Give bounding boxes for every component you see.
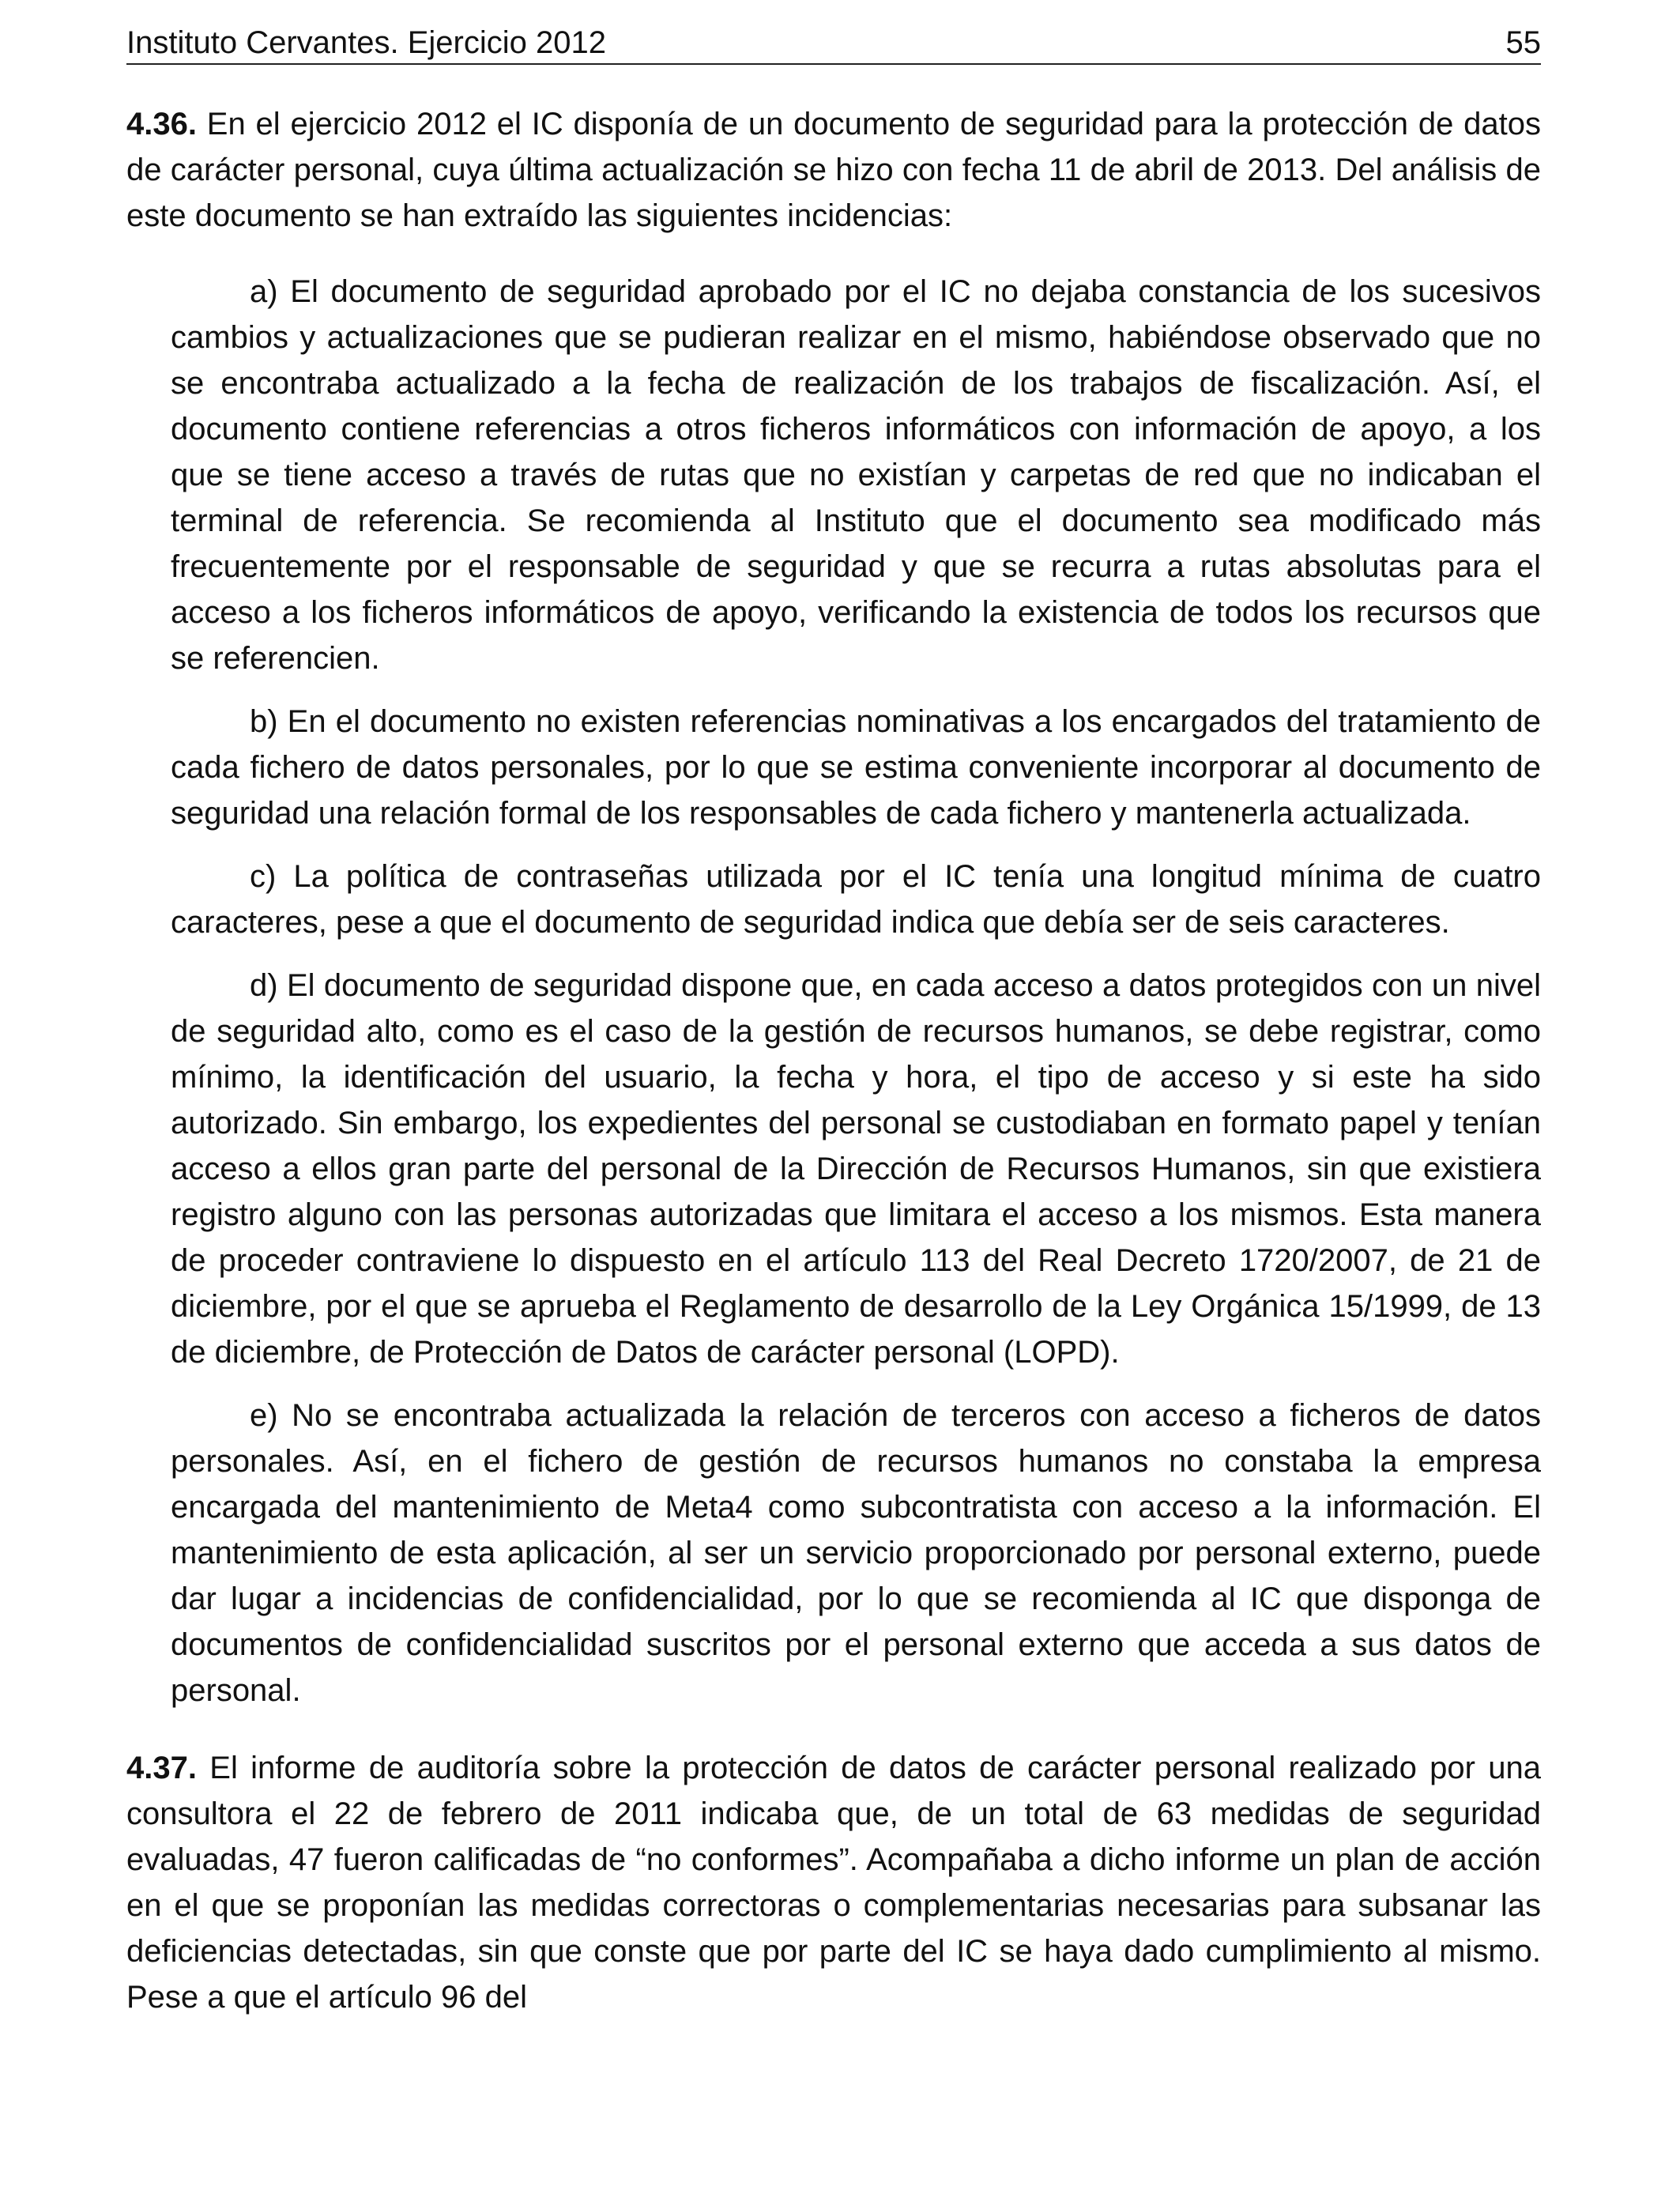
list-item-b: b) En el documento no existen referencias nominativas a los encargados del tratamiento de cada fichero de datos personales, por lo que se estima conveniente incorporar al documento de seguridad una relación formal de los responsables de cada fichero y mantenerla actualizada. (171, 704, 1541, 831)
body-content (126, 101, 1541, 2020)
list-item-e: e) No se encontraba actualizada la relación de terceros con acceso a ficheros de datos personales. Así, en el fichero de gestión de recursos humanos no constaba la empresa encargada del mantenimiento de Meta4 como subcontratista con acceso a la información. El mantenimiento de esta aplicación, al ser un servicio proporcionado por personal externo, puede dar lugar a incidencias de confidencialidad, por lo que se recomienda al IC que disponga de documentos de confidencialidad suscritos por el personal externo que acceda a sus datos de personal. (171, 1398, 1541, 1708)
paragraph-text: El informe de auditoría sobre la protección de datos de carácter personal realizado por una consultora el 22 de febrero de 2011 indicaba que, de un total de 63 medidas de seguridad evaluadas, 47 fueron calificadas de “no conformes”. Acompañaba a dicho informe un plan de acción en el que se proponían las medidas correctoras o complementarias necesarias para subsanar las deficiencias detectadas, sin que conste que por parte del IC se haya dado cumplimiento al mismo. Pese a que el artículo 96 del (126, 1751, 1541, 2015)
paragraph-number: 4.36. (126, 107, 197, 141)
paragraph-number: 4.37. (126, 1751, 197, 1785)
list-item-c: c) La política de contraseñas utilizada por el IC tenía una longitud mínima de cuatro caracteres, pese a que el documento de seguridad indica que debía ser de seis caracteres. (171, 859, 1541, 940)
list-item-a: a) El documento de seguridad aprobado por el IC no dejaba constancia de los sucesivos cambios y actualizaciones que se pudieran realizar en el mismo, habiéndose observado que no se encontraba actualizado a la fecha de realización de los trabajos de fiscalización. Así, el documento contiene referencias a otros ficheros informáticos con información de apoyo, a los que se tiene acceso a través de rutas que no existían y carpetas de red que no indicaban el terminal de referencia. Se recomienda al Instituto que el documento sea modificado más frecuentemente por el responsable de seguridad y que se recurra a rutas absolutas para el acceso a los ficheros informáticos de apoyo, verificando la existencia de todos los recursos que se referencien. (171, 274, 1541, 676)
running-header (126, 22, 1541, 65)
paragraph-4-37 (126, 1745, 1541, 2020)
paragraph-text: En el ejercicio 2012 el IC disponía de un documento de seguridad para la protección de datos de carácter personal, cuya última actualización se hizo con fecha 11 de abril de 2013. Del análisis de este documento se han extraído las siguientes incidencias: (126, 107, 1541, 233)
incidence-list (171, 269, 1541, 1713)
page-number: 55 (1505, 25, 1541, 60)
paragraph-4-36 (126, 101, 1541, 239)
header-title: Instituto Cervantes. Ejercicio 2012 (126, 25, 606, 60)
list-item-d: d) El documento de seguridad dispone que, en cada acceso a datos protegidos con un nivel de seguridad alto, como es el caso de la gestión de recursos humanos, se debe registrar, como mínimo, la identificación del usuario, la fecha y hora, el tipo de acceso y si este ha sido autorizado. Sin embargo, los expedientes del personal se custodiaban en formato papel y tenían acceso a ellos gran parte del personal de la Dirección de Recursos Humanos, sin que existiera registro alguno con las personas autorizadas que limitara el acceso a los mismos. Esta manera de proceder contraviene lo dispuesto en el artículo 113 del Real Decreto 1720/2007, de 21 de diciembre, por el que se aprueba el Reglamento de desarrollo de la Ley Orgánica 15/1999, de 13 de diciembre, de Protección de Datos de carácter personal (LOPD). (171, 968, 1541, 1370)
